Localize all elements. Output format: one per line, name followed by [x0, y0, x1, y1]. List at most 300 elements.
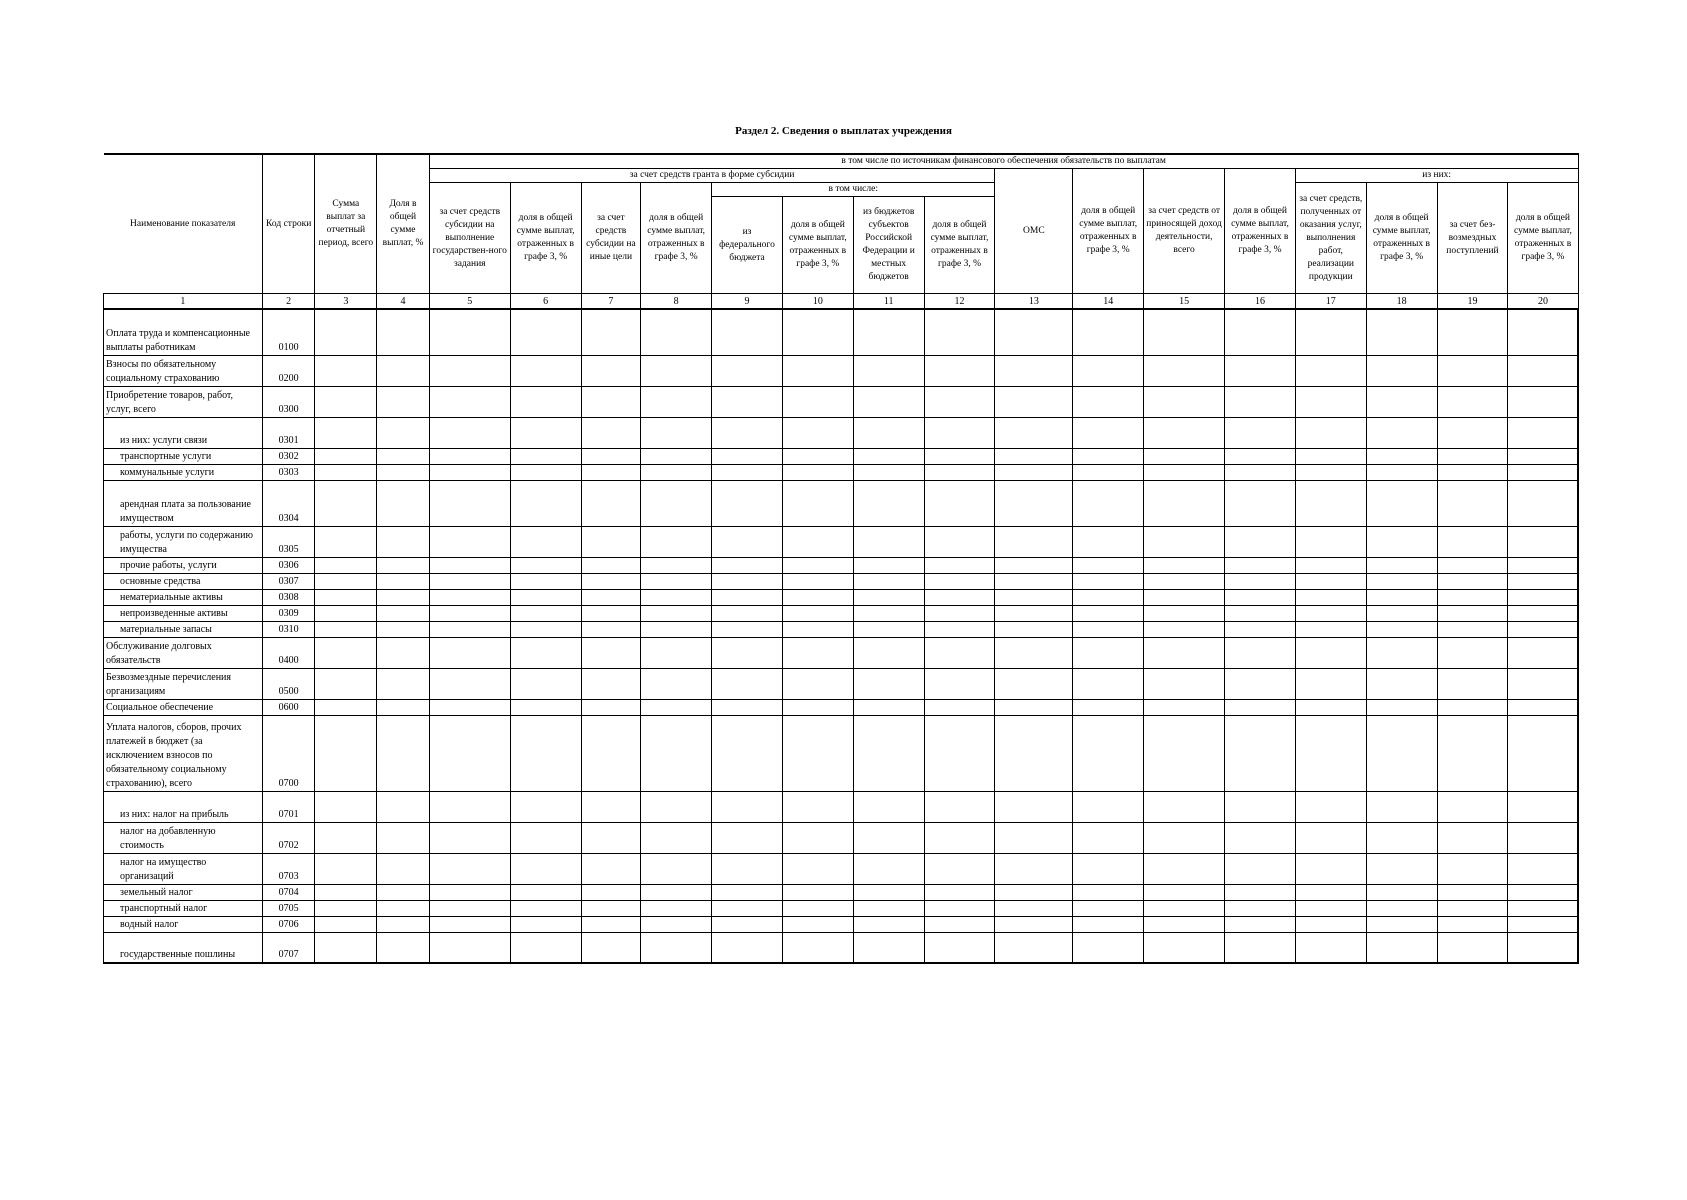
value-cell[interactable]: [712, 464, 783, 480]
value-cell[interactable]: [1366, 309, 1437, 355]
value-cell[interactable]: [924, 605, 995, 621]
value-cell[interactable]: [782, 386, 853, 417]
value-cell[interactable]: [1366, 932, 1437, 963]
value-cell[interactable]: [510, 916, 581, 932]
value-cell[interactable]: [1144, 557, 1225, 573]
value-cell[interactable]: [429, 448, 510, 464]
value-cell[interactable]: [315, 573, 377, 589]
value-cell[interactable]: [641, 309, 712, 355]
value-cell[interactable]: [1073, 309, 1144, 355]
value-cell[interactable]: [641, 589, 712, 605]
value-cell[interactable]: [853, 589, 924, 605]
value-cell[interactable]: [712, 621, 783, 637]
value-cell[interactable]: [377, 417, 430, 448]
value-cell[interactable]: [1144, 605, 1225, 621]
value-cell[interactable]: [1366, 573, 1437, 589]
value-cell[interactable]: [1073, 715, 1144, 791]
value-cell[interactable]: [377, 386, 430, 417]
value-cell[interactable]: [1073, 791, 1144, 822]
value-cell[interactable]: [853, 853, 924, 884]
value-cell[interactable]: [1366, 448, 1437, 464]
value-cell[interactable]: [712, 699, 783, 715]
value-cell[interactable]: [1437, 853, 1508, 884]
value-cell[interactable]: [315, 900, 377, 916]
value-cell[interactable]: [377, 526, 430, 557]
value-cell[interactable]: [377, 464, 430, 480]
value-cell[interactable]: [782, 621, 853, 637]
value-cell[interactable]: [377, 309, 430, 355]
value-cell[interactable]: [853, 699, 924, 715]
value-cell[interactable]: [782, 699, 853, 715]
value-cell[interactable]: [1225, 884, 1296, 900]
value-cell[interactable]: [641, 526, 712, 557]
value-cell[interactable]: [995, 932, 1073, 963]
value-cell[interactable]: [712, 573, 783, 589]
value-cell[interactable]: [429, 309, 510, 355]
value-cell[interactable]: [315, 309, 377, 355]
value-cell[interactable]: [1295, 573, 1366, 589]
value-cell[interactable]: [1144, 621, 1225, 637]
value-cell[interactable]: [1295, 557, 1366, 573]
value-cell[interactable]: [1295, 853, 1366, 884]
value-cell[interactable]: [1144, 637, 1225, 668]
value-cell[interactable]: [377, 557, 430, 573]
value-cell[interactable]: [377, 448, 430, 464]
value-cell[interactable]: [510, 605, 581, 621]
value-cell[interactable]: [1295, 621, 1366, 637]
value-cell[interactable]: [1144, 526, 1225, 557]
value-cell[interactable]: [1295, 355, 1366, 386]
value-cell[interactable]: [1508, 480, 1578, 526]
value-cell[interactable]: [924, 448, 995, 464]
value-cell[interactable]: [1225, 637, 1296, 668]
value-cell[interactable]: [1073, 637, 1144, 668]
value-cell[interactable]: [712, 557, 783, 573]
value-cell[interactable]: [1366, 526, 1437, 557]
value-cell[interactable]: [1073, 932, 1144, 963]
value-cell[interactable]: [1437, 448, 1508, 464]
value-cell[interactable]: [924, 791, 995, 822]
value-cell[interactable]: [995, 573, 1073, 589]
value-cell[interactable]: [1073, 589, 1144, 605]
value-cell[interactable]: [1225, 589, 1296, 605]
value-cell[interactable]: [1295, 900, 1366, 916]
value-cell[interactable]: [581, 916, 641, 932]
value-cell[interactable]: [315, 699, 377, 715]
value-cell[interactable]: [1295, 386, 1366, 417]
value-cell[interactable]: [782, 526, 853, 557]
value-cell[interactable]: [1295, 932, 1366, 963]
value-cell[interactable]: [995, 309, 1073, 355]
value-cell[interactable]: [924, 355, 995, 386]
value-cell[interactable]: [1437, 309, 1508, 355]
value-cell[interactable]: [924, 715, 995, 791]
value-cell[interactable]: [782, 900, 853, 916]
value-cell[interactable]: [712, 715, 783, 791]
value-cell[interactable]: [712, 884, 783, 900]
value-cell[interactable]: [510, 526, 581, 557]
value-cell[interactable]: [315, 668, 377, 699]
value-cell[interactable]: [429, 464, 510, 480]
value-cell[interactable]: [510, 573, 581, 589]
value-cell[interactable]: [1225, 822, 1296, 853]
value-cell[interactable]: [1366, 637, 1437, 668]
value-cell[interactable]: [712, 791, 783, 822]
value-cell[interactable]: [1073, 884, 1144, 900]
value-cell[interactable]: [1225, 791, 1296, 822]
value-cell[interactable]: [377, 637, 430, 668]
value-cell[interactable]: [1225, 526, 1296, 557]
value-cell[interactable]: [995, 668, 1073, 699]
value-cell[interactable]: [1508, 417, 1578, 448]
value-cell[interactable]: [1437, 791, 1508, 822]
value-cell[interactable]: [995, 448, 1073, 464]
value-cell[interactable]: [853, 822, 924, 853]
value-cell[interactable]: [315, 605, 377, 621]
value-cell[interactable]: [712, 853, 783, 884]
value-cell[interactable]: [641, 480, 712, 526]
value-cell[interactable]: [712, 637, 783, 668]
value-cell[interactable]: [1508, 605, 1578, 621]
value-cell[interactable]: [853, 900, 924, 916]
value-cell[interactable]: [581, 480, 641, 526]
value-cell[interactable]: [641, 417, 712, 448]
value-cell[interactable]: [641, 355, 712, 386]
value-cell[interactable]: [924, 573, 995, 589]
value-cell[interactable]: [315, 464, 377, 480]
value-cell[interactable]: [510, 386, 581, 417]
value-cell[interactable]: [1366, 791, 1437, 822]
value-cell[interactable]: [1073, 822, 1144, 853]
value-cell[interactable]: [510, 932, 581, 963]
value-cell[interactable]: [924, 621, 995, 637]
value-cell[interactable]: [315, 822, 377, 853]
value-cell[interactable]: [510, 621, 581, 637]
value-cell[interactable]: [377, 853, 430, 884]
value-cell[interactable]: [429, 557, 510, 573]
value-cell[interactable]: [429, 791, 510, 822]
value-cell[interactable]: [429, 900, 510, 916]
value-cell[interactable]: [1225, 417, 1296, 448]
value-cell[interactable]: [1437, 526, 1508, 557]
value-cell[interactable]: [581, 822, 641, 853]
value-cell[interactable]: [581, 715, 641, 791]
value-cell[interactable]: [995, 605, 1073, 621]
value-cell[interactable]: [510, 884, 581, 900]
value-cell[interactable]: [1437, 355, 1508, 386]
value-cell[interactable]: [429, 932, 510, 963]
value-cell[interactable]: [924, 699, 995, 715]
value-cell[interactable]: [581, 668, 641, 699]
value-cell[interactable]: [429, 386, 510, 417]
value-cell[interactable]: [315, 417, 377, 448]
value-cell[interactable]: [641, 853, 712, 884]
value-cell[interactable]: [429, 916, 510, 932]
value-cell[interactable]: [510, 355, 581, 386]
value-cell[interactable]: [782, 932, 853, 963]
value-cell[interactable]: [712, 309, 783, 355]
value-cell[interactable]: [315, 715, 377, 791]
value-cell[interactable]: [853, 932, 924, 963]
value-cell[interactable]: [995, 464, 1073, 480]
value-cell[interactable]: [712, 480, 783, 526]
value-cell[interactable]: [581, 557, 641, 573]
value-cell[interactable]: [315, 621, 377, 637]
value-cell[interactable]: [315, 557, 377, 573]
value-cell[interactable]: [1144, 932, 1225, 963]
value-cell[interactable]: [1073, 853, 1144, 884]
value-cell[interactable]: [377, 699, 430, 715]
value-cell[interactable]: [641, 573, 712, 589]
value-cell[interactable]: [782, 822, 853, 853]
value-cell[interactable]: [1144, 589, 1225, 605]
value-cell[interactable]: [641, 448, 712, 464]
value-cell[interactable]: [1366, 464, 1437, 480]
value-cell[interactable]: [1073, 900, 1144, 916]
value-cell[interactable]: [1366, 417, 1437, 448]
value-cell[interactable]: [581, 417, 641, 448]
value-cell[interactable]: [377, 791, 430, 822]
value-cell[interactable]: [1366, 386, 1437, 417]
value-cell[interactable]: [853, 715, 924, 791]
value-cell[interactable]: [1295, 668, 1366, 699]
value-cell[interactable]: [1366, 589, 1437, 605]
value-cell[interactable]: [1508, 932, 1578, 963]
value-cell[interactable]: [853, 480, 924, 526]
value-cell[interactable]: [995, 884, 1073, 900]
value-cell[interactable]: [429, 699, 510, 715]
value-cell[interactable]: [581, 464, 641, 480]
value-cell[interactable]: [510, 464, 581, 480]
value-cell[interactable]: [641, 932, 712, 963]
value-cell[interactable]: [1366, 715, 1437, 791]
value-cell[interactable]: [1437, 480, 1508, 526]
value-cell[interactable]: [1508, 309, 1578, 355]
value-cell[interactable]: [1508, 557, 1578, 573]
value-cell[interactable]: [1225, 916, 1296, 932]
value-cell[interactable]: [1366, 480, 1437, 526]
value-cell[interactable]: [429, 605, 510, 621]
value-cell[interactable]: [641, 884, 712, 900]
value-cell[interactable]: [581, 853, 641, 884]
value-cell[interactable]: [1508, 386, 1578, 417]
value-cell[interactable]: [712, 916, 783, 932]
value-cell[interactable]: [641, 557, 712, 573]
value-cell[interactable]: [1366, 900, 1437, 916]
value-cell[interactable]: [782, 480, 853, 526]
value-cell[interactable]: [377, 884, 430, 900]
value-cell[interactable]: [429, 668, 510, 699]
value-cell[interactable]: [510, 309, 581, 355]
value-cell[interactable]: [1073, 557, 1144, 573]
value-cell[interactable]: [995, 417, 1073, 448]
value-cell[interactable]: [1508, 668, 1578, 699]
value-cell[interactable]: [1144, 822, 1225, 853]
value-cell[interactable]: [1295, 637, 1366, 668]
value-cell[interactable]: [1437, 464, 1508, 480]
value-cell[interactable]: [1144, 715, 1225, 791]
value-cell[interactable]: [1437, 386, 1508, 417]
value-cell[interactable]: [712, 526, 783, 557]
value-cell[interactable]: [712, 900, 783, 916]
value-cell[interactable]: [1366, 853, 1437, 884]
value-cell[interactable]: [1073, 605, 1144, 621]
value-cell[interactable]: [641, 916, 712, 932]
value-cell[interactable]: [315, 932, 377, 963]
value-cell[interactable]: [1225, 386, 1296, 417]
value-cell[interactable]: [1437, 916, 1508, 932]
value-cell[interactable]: [377, 480, 430, 526]
value-cell[interactable]: [782, 668, 853, 699]
value-cell[interactable]: [581, 309, 641, 355]
value-cell[interactable]: [924, 932, 995, 963]
value-cell[interactable]: [1144, 464, 1225, 480]
value-cell[interactable]: [1295, 417, 1366, 448]
value-cell[interactable]: [1508, 464, 1578, 480]
value-cell[interactable]: [1437, 417, 1508, 448]
value-cell[interactable]: [782, 853, 853, 884]
value-cell[interactable]: [1144, 668, 1225, 699]
value-cell[interactable]: [853, 605, 924, 621]
value-cell[interactable]: [581, 589, 641, 605]
value-cell[interactable]: [1144, 916, 1225, 932]
value-cell[interactable]: [1508, 573, 1578, 589]
value-cell[interactable]: [1225, 557, 1296, 573]
value-cell[interactable]: [924, 916, 995, 932]
value-cell[interactable]: [429, 355, 510, 386]
value-cell[interactable]: [1366, 668, 1437, 699]
value-cell[interactable]: [924, 637, 995, 668]
value-cell[interactable]: [1437, 884, 1508, 900]
value-cell[interactable]: [1295, 916, 1366, 932]
value-cell[interactable]: [510, 900, 581, 916]
value-cell[interactable]: [924, 480, 995, 526]
value-cell[interactable]: [1225, 355, 1296, 386]
value-cell[interactable]: [995, 853, 1073, 884]
value-cell[interactable]: [581, 791, 641, 822]
value-cell[interactable]: [995, 715, 1073, 791]
value-cell[interactable]: [995, 916, 1073, 932]
value-cell[interactable]: [377, 589, 430, 605]
value-cell[interactable]: [1225, 480, 1296, 526]
value-cell[interactable]: [1295, 822, 1366, 853]
value-cell[interactable]: [1508, 526, 1578, 557]
value-cell[interactable]: [1073, 448, 1144, 464]
value-cell[interactable]: [1073, 621, 1144, 637]
value-cell[interactable]: [510, 715, 581, 791]
value-cell[interactable]: [377, 355, 430, 386]
value-cell[interactable]: [924, 668, 995, 699]
value-cell[interactable]: [1437, 715, 1508, 791]
value-cell[interactable]: [429, 621, 510, 637]
value-cell[interactable]: [1437, 589, 1508, 605]
value-cell[interactable]: [924, 589, 995, 605]
value-cell[interactable]: [853, 884, 924, 900]
value-cell[interactable]: [581, 884, 641, 900]
value-cell[interactable]: [1508, 589, 1578, 605]
value-cell[interactable]: [853, 526, 924, 557]
value-cell[interactable]: [641, 699, 712, 715]
value-cell[interactable]: [510, 791, 581, 822]
value-cell[interactable]: [581, 699, 641, 715]
value-cell[interactable]: [641, 668, 712, 699]
value-cell[interactable]: [782, 417, 853, 448]
value-cell[interactable]: [1295, 699, 1366, 715]
value-cell[interactable]: [853, 464, 924, 480]
value-cell[interactable]: [581, 621, 641, 637]
value-cell[interactable]: [1508, 699, 1578, 715]
value-cell[interactable]: [712, 932, 783, 963]
value-cell[interactable]: [1225, 573, 1296, 589]
value-cell[interactable]: [641, 715, 712, 791]
value-cell[interactable]: [1073, 916, 1144, 932]
value-cell[interactable]: [581, 605, 641, 621]
value-cell[interactable]: [581, 448, 641, 464]
value-cell[interactable]: [712, 448, 783, 464]
value-cell[interactable]: [712, 589, 783, 605]
value-cell[interactable]: [853, 573, 924, 589]
value-cell[interactable]: [1366, 822, 1437, 853]
value-cell[interactable]: [782, 791, 853, 822]
value-cell[interactable]: [995, 589, 1073, 605]
value-cell[interactable]: [853, 637, 924, 668]
value-cell[interactable]: [641, 637, 712, 668]
value-cell[interactable]: [510, 822, 581, 853]
value-cell[interactable]: [510, 853, 581, 884]
value-cell[interactable]: [641, 386, 712, 417]
value-cell[interactable]: [377, 822, 430, 853]
value-cell[interactable]: [712, 605, 783, 621]
value-cell[interactable]: [641, 900, 712, 916]
value-cell[interactable]: [581, 932, 641, 963]
value-cell[interactable]: [1144, 573, 1225, 589]
value-cell[interactable]: [1144, 309, 1225, 355]
value-cell[interactable]: [1508, 916, 1578, 932]
value-cell[interactable]: [429, 822, 510, 853]
value-cell[interactable]: [1225, 448, 1296, 464]
value-cell[interactable]: [712, 668, 783, 699]
value-cell[interactable]: [1225, 668, 1296, 699]
value-cell[interactable]: [1437, 900, 1508, 916]
value-cell[interactable]: [1508, 355, 1578, 386]
value-cell[interactable]: [1073, 526, 1144, 557]
value-cell[interactable]: [641, 822, 712, 853]
value-cell[interactable]: [1225, 853, 1296, 884]
value-cell[interactable]: [315, 637, 377, 668]
value-cell[interactable]: [581, 573, 641, 589]
value-cell[interactable]: [429, 715, 510, 791]
value-cell[interactable]: [1366, 699, 1437, 715]
value-cell[interactable]: [315, 526, 377, 557]
value-cell[interactable]: [995, 621, 1073, 637]
value-cell[interactable]: [1437, 573, 1508, 589]
value-cell[interactable]: [995, 637, 1073, 668]
value-cell[interactable]: [995, 699, 1073, 715]
value-cell[interactable]: [1144, 699, 1225, 715]
value-cell[interactable]: [1144, 417, 1225, 448]
value-cell[interactable]: [1295, 480, 1366, 526]
value-cell[interactable]: [1073, 573, 1144, 589]
value-cell[interactable]: [782, 355, 853, 386]
value-cell[interactable]: [782, 605, 853, 621]
value-cell[interactable]: [1144, 386, 1225, 417]
value-cell[interactable]: [1295, 464, 1366, 480]
value-cell[interactable]: [1073, 386, 1144, 417]
value-cell[interactable]: [510, 448, 581, 464]
value-cell[interactable]: [377, 573, 430, 589]
value-cell[interactable]: [853, 448, 924, 464]
value-cell[interactable]: [853, 557, 924, 573]
